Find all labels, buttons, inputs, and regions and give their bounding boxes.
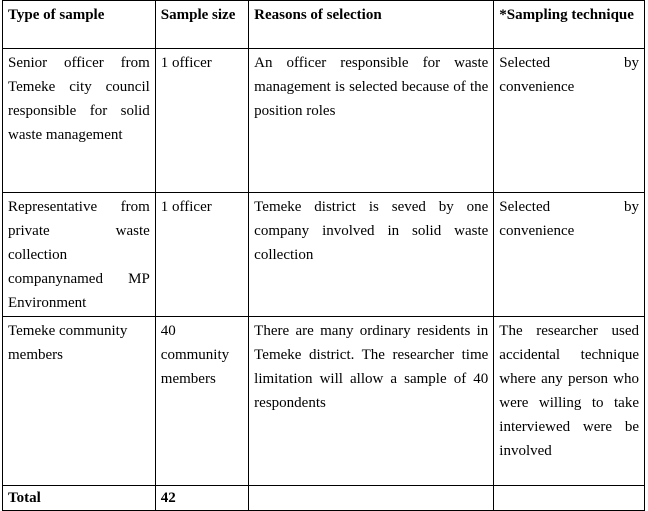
table-total-row (3, 486, 645, 511)
header-reasons-of-selection: Reasons of selection (249, 1, 494, 49)
cell-technique: Selected by convenience (494, 49, 645, 193)
cell-reasons: Temeke district is seved by one company involved in solid waste collection (249, 193, 494, 317)
cell-size: 1 officer (155, 193, 248, 317)
cell-reasons: An officer responsible for waste management is selected because of the position roles (249, 49, 494, 193)
total-empty-cell (249, 486, 494, 511)
table-header-row (3, 1, 645, 49)
cell-size: 40 community members (155, 317, 248, 486)
cell-technique: The researcher used accidental technique where any person who were willing to take interviewed were be involved (494, 317, 645, 486)
total-empty-cell (494, 486, 645, 511)
total-value: 42 (155, 486, 248, 511)
header-sampling-technique: *Sampling technique (494, 1, 645, 49)
cell-type: Temeke community members (3, 317, 156, 486)
header-type-of-sample: Type of sample (3, 1, 156, 49)
cell-type: Senior officer from Temeke city council responsible for solid waste management (3, 49, 156, 193)
cell-type: Representative from private waste collection companynamed MP Environment (3, 193, 156, 317)
table-row (3, 49, 645, 193)
total-label: Total (3, 486, 156, 511)
cell-technique: Selected by convenience (494, 193, 645, 317)
table-row (3, 193, 645, 317)
cell-size: 1 officer (155, 49, 248, 193)
cell-reasons: There are many ordinary residents in Temeke district. The researcher time limitation will allow a sample of 40 respondents (249, 317, 494, 486)
header-sample-size: Sample size (155, 1, 248, 49)
sampling-table (2, 0, 645, 511)
table-row (3, 317, 645, 486)
